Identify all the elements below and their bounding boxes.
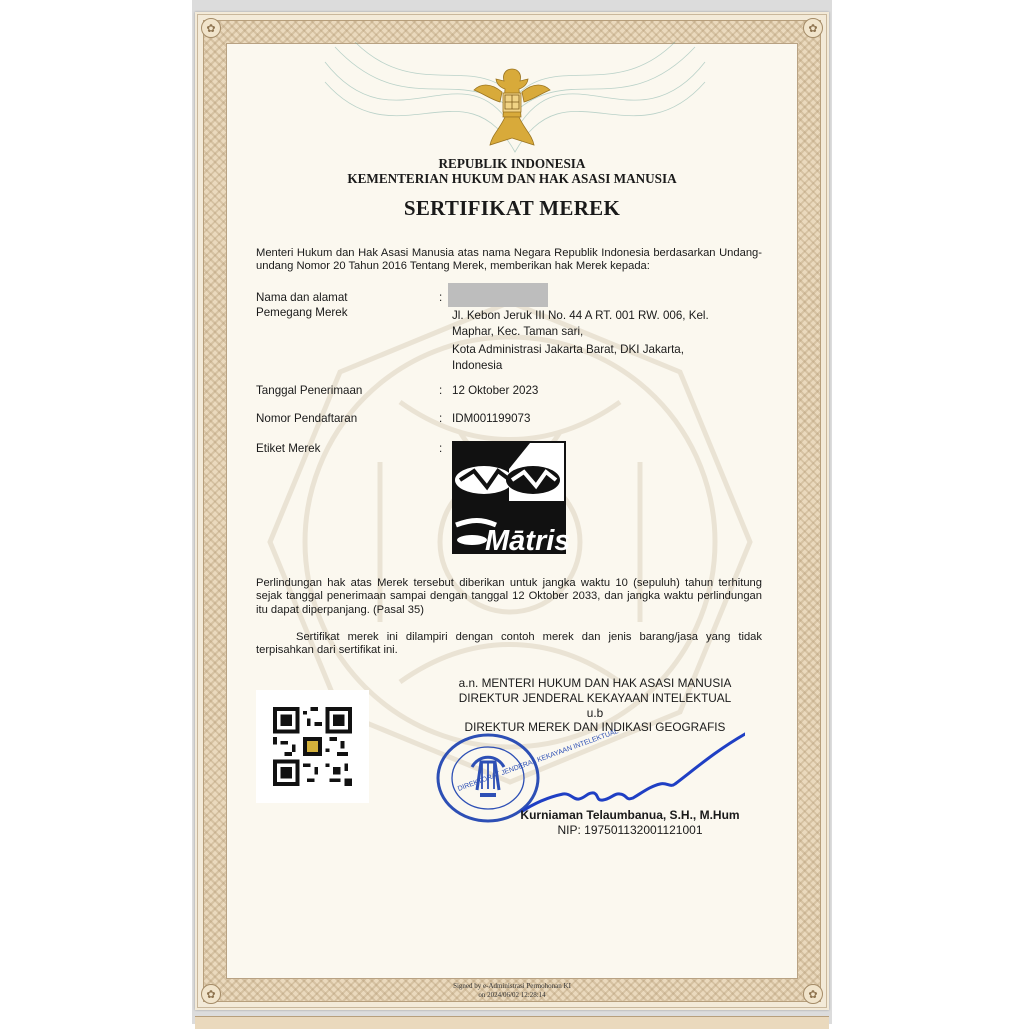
registration-number-label: Nomor Pendaftaran	[256, 412, 358, 425]
digital-signature-footer-2: on 2024/06/02 12:28:14	[478, 991, 546, 999]
trademark-label-label: Etiket Merek	[256, 442, 321, 455]
left-margin	[0, 0, 192, 1024]
signature-icon	[521, 724, 745, 816]
holder-label-line-2: Pemegang Merek	[256, 306, 348, 319]
signature-line-4: DIREKTUR MEREK DAN INDIKASI GEOGRAFIS	[464, 720, 726, 734]
country-name: REPUBLIK INDONESIA	[438, 156, 586, 171]
brand-logo-text: Mātris	[485, 525, 571, 557]
registration-number-value: IDM001199073	[452, 412, 531, 425]
next-page-edge	[195, 1016, 829, 1029]
signature-line-3: u.b	[586, 706, 604, 720]
garuda-emblem-icon	[472, 62, 552, 154]
address-line-4: Indonesia	[452, 359, 503, 372]
right-margin	[832, 0, 1024, 1024]
colon: :	[439, 442, 443, 455]
corner-ornament-icon: ✿	[803, 984, 823, 1004]
address-line-3: Kota Administrasi Jakarta Barat, DKI Jakarta,	[452, 343, 684, 356]
trademark-certificate	[195, 12, 829, 1010]
ministry-name: KEMENTERIAN HUKUM DAN HAK ASASI MANUSIA	[347, 171, 677, 186]
corner-ornament-icon: ✿	[803, 18, 823, 38]
attachment-paragraph: Sertifikat merek ini dilampiri dengan contoh merek dan jenis barang/jasa yang tidak terpisahkan dari sertifikat ini.	[256, 631, 762, 657]
holder-label-line-1: Nama dan alamat	[256, 291, 348, 304]
colon: :	[439, 412, 443, 425]
colon: :	[439, 291, 443, 304]
redacted-holder-name	[448, 283, 548, 307]
intro-paragraph: Menteri Hukum dan Hak Asasi Manusia atas nama Negara Republik Indonesia berdasarkan Undang-undang Nomor 20 Tahun 2016 Tentang Merek, memberikan hak Merek kepada:	[256, 247, 762, 273]
signature-line-2: DIREKTUR JENDERAL KEKAYAAN INTELEKTUAL	[458, 691, 732, 705]
protection-paragraph: Perlindungan hak atas Merek tersebut diberikan untuk jangka waktu 10 (sepuluh) tahun terhitung sejak tanggal penerimaan sampai dengan tanggal 12 Oktober 2033, dan jangka waktu perlindungan itu dapat diperpanjang. (Pasal 35)	[256, 577, 762, 616]
signer-name: Kurniaman Telaumbanua, S.H., M.Hum	[520, 808, 740, 822]
signature-line-1: a.n. MENTERI HUKUM DAN HAK ASASI MANUSIA	[458, 676, 732, 690]
corner-ornament-icon: ✿	[201, 984, 221, 1004]
certificate-title: SERTIFIKAT MEREK	[403, 196, 621, 220]
brand-logo-icon	[452, 441, 571, 557]
stamp-text: DIREKTORAT JENDERAL KEKAYAAN INTELEKTUAL	[456, 728, 620, 793]
address-line-1: Jl. Kebon Jeruk III No. 44 A RT. 001 RW. 006, Kel.	[452, 309, 709, 322]
digital-signature-footer-1: Signed by e-Administrasi Permohonan KI	[453, 982, 571, 990]
address-line-2: Maphar, Kec. Taman sari,	[452, 325, 584, 338]
signer-nip: NIP: 197501132001121001	[557, 823, 703, 837]
date-value: 12 Oktober 2023	[452, 384, 539, 397]
corner-ornament-icon: ✿	[201, 18, 221, 38]
qr-code-icon[interactable]	[273, 707, 352, 786]
colon: :	[439, 384, 443, 397]
date-label: Tanggal Penerimaan	[256, 384, 363, 397]
